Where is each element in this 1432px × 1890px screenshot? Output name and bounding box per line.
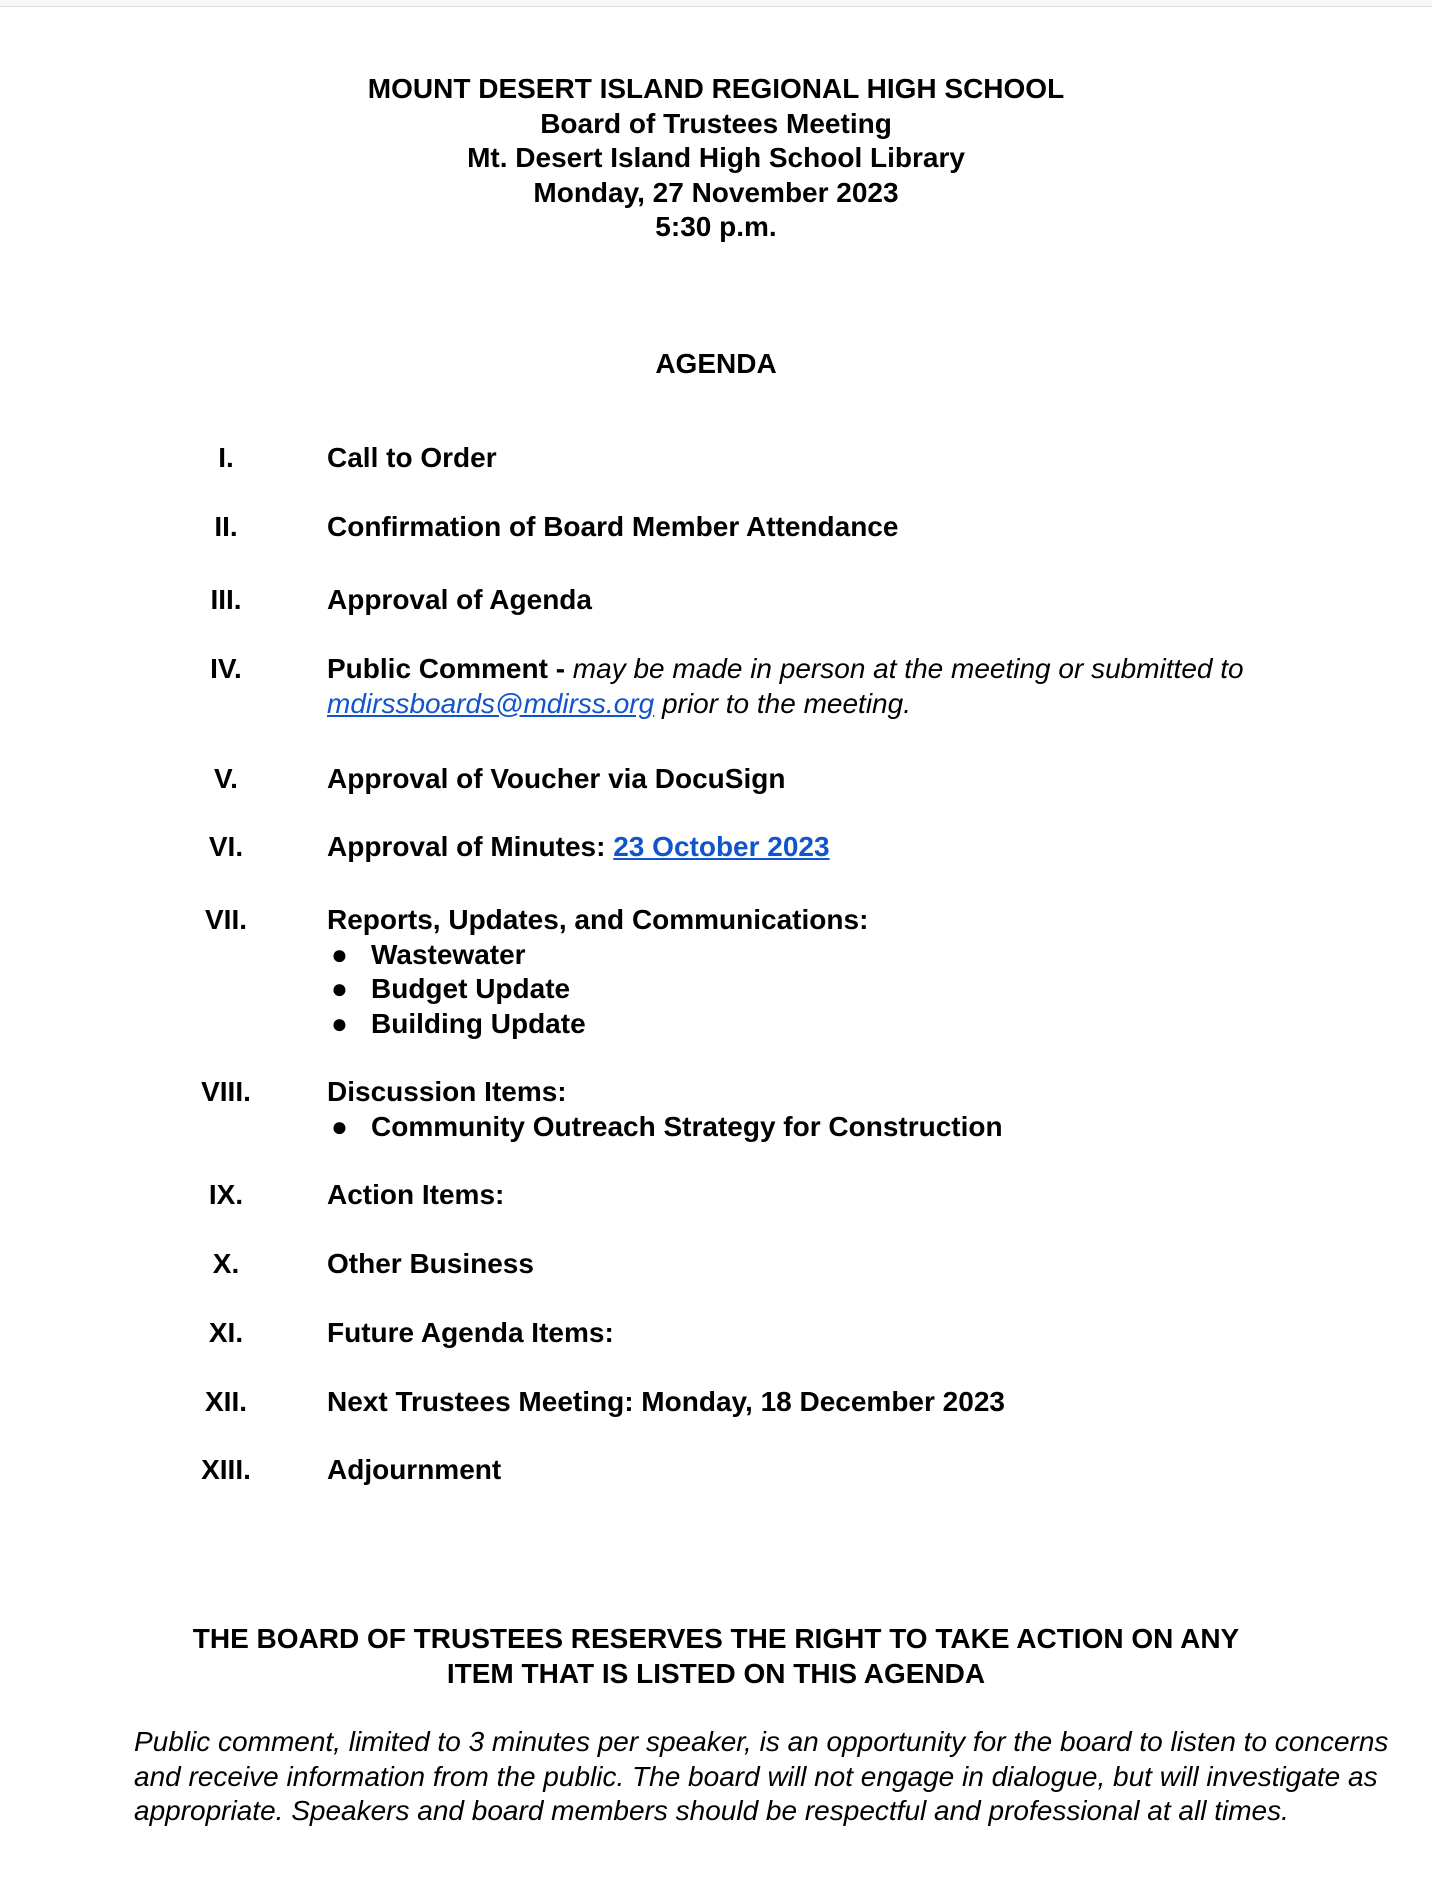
item-numeral: V. xyxy=(214,763,238,794)
public-comment-note: may be made in person at the meeting or submitted to xyxy=(565,653,1244,684)
reserve-notice-line: THE BOARD OF TRUSTEES RESERVES THE RIGHT TO TAKE ACTION ON ANY xyxy=(192,1623,1240,1654)
page-top-border xyxy=(0,0,1432,7)
reserve-notice-line: ITEM THAT IS LISTED ON THIS AGENDA xyxy=(446,1657,986,1689)
public-comment-footnote: Public comment, limited to 3 minutes per speaker, is an opportunity for the board to listen to concerns and receive information from the public. The board will not engage in dialogue, but will investigate as appropriate. Speakers and board members should be respectful and professional at all times. xyxy=(134,1726,1389,1826)
bullet-text: Community Outreach Strategy for Construction xyxy=(371,1110,1003,1142)
bullet-list xyxy=(327,1110,1327,1145)
item-title: Adjournment xyxy=(327,1454,502,1485)
list-item xyxy=(327,1007,1327,1042)
list-item xyxy=(327,972,1327,1007)
item-title: Call to Order xyxy=(327,442,497,473)
minutes-link[interactable]: 23 October 2023 xyxy=(613,831,830,862)
meeting-location: Mt. Desert Island High School Library xyxy=(467,142,965,173)
item-numeral: III. xyxy=(210,584,242,615)
item-numeral: VIII. xyxy=(201,1076,251,1107)
item-title: Reports, Updates, and Communications: xyxy=(327,904,869,935)
item-numeral: XI. xyxy=(208,1317,244,1348)
public-comment-note-end: prior to the meeting. xyxy=(654,687,911,719)
meeting-date: Monday, 27 November 2023 xyxy=(533,176,899,208)
bullet-text: Building Update xyxy=(371,1007,586,1039)
item-numeral: IV. xyxy=(210,653,242,684)
item-title: Future Agenda Items: xyxy=(327,1317,614,1348)
school-name: MOUNT DESERT ISLAND REGIONAL HIGH SCHOOL xyxy=(367,73,1065,104)
item-title: Public Comment - xyxy=(327,653,566,684)
item-title: Approval of Agenda xyxy=(327,584,592,615)
item-numeral: I. xyxy=(218,442,234,473)
meeting-name: Board of Trustees Meeting xyxy=(540,107,892,139)
item-title: Approval of Minutes: xyxy=(327,831,614,862)
item-title: Other Business xyxy=(327,1248,534,1279)
agenda-heading: AGENDA xyxy=(655,348,777,379)
document-header xyxy=(0,72,1432,245)
bullet-icon: ● xyxy=(331,973,348,1004)
item-title: Approval of Voucher via DocuSign xyxy=(327,763,786,794)
item-title: Confirmation of Board Member Attendance xyxy=(327,511,899,542)
item-numeral: II. xyxy=(214,511,238,542)
meeting-time: 5:30 p.m. xyxy=(655,211,777,242)
item-numeral: XII. xyxy=(204,1386,247,1417)
item-numeral: X. xyxy=(212,1248,240,1279)
item-numeral: XIII. xyxy=(201,1454,251,1485)
bullet-icon: ● xyxy=(331,1007,348,1039)
item-title: Action Items: xyxy=(327,1179,505,1210)
email-link[interactable]: mdirssboards@mdirss.org xyxy=(327,687,655,719)
bullet-text: Wastewater xyxy=(371,938,526,970)
list-item xyxy=(327,938,1327,973)
bullet-text: Budget Update xyxy=(371,973,571,1004)
item-numeral: VI. xyxy=(208,831,244,862)
bullet-icon: ● xyxy=(331,1110,348,1142)
bullet-list xyxy=(327,938,1327,1042)
item-numeral: IX. xyxy=(208,1179,244,1210)
item-title: Next Trustees Meeting: Monday, 18 December 2023 xyxy=(327,1386,1005,1417)
item-numeral: VII. xyxy=(204,904,247,935)
list-item xyxy=(327,1110,1327,1145)
bullet-icon: ● xyxy=(331,938,348,970)
item-title: Discussion Items: xyxy=(327,1076,567,1107)
reserve-notice xyxy=(0,1622,1432,1691)
